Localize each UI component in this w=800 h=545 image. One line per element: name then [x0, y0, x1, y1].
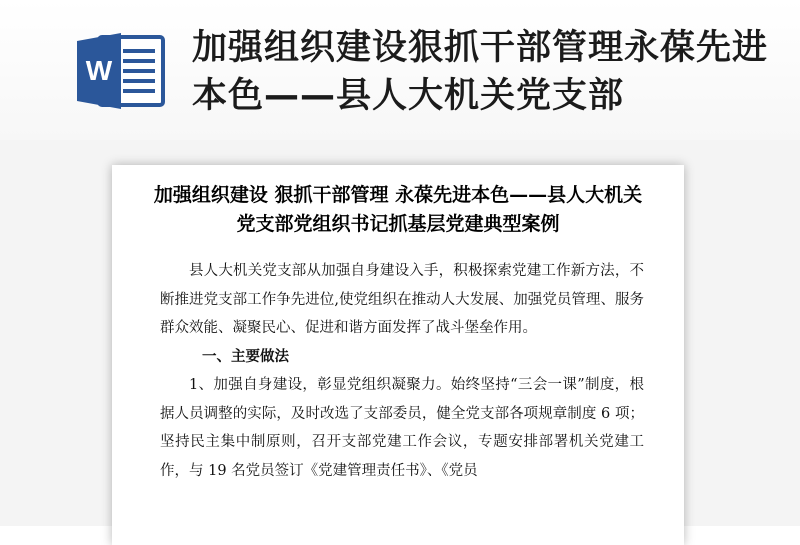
document-body	[160, 257, 644, 485]
section-paragraph: 1、加强自身建设，彰显党组织凝聚力。始终坚持“三会一课”制度，根据人员调整的实际，及时改选了支部委员，健全党支部各项规章制度 6 项；坚持民主集中制原则，召开支部党建工作会议，专题安排部署机关党建工作，与 19 名党员签订《党建管理责任书》、《党员	[160, 377, 644, 479]
svg-text:W: W	[85, 55, 113, 86]
section-heading: 一、主要做法	[202, 347, 290, 365]
word-document-icon	[75, 31, 167, 111]
header-banner	[0, 0, 800, 140]
document-title: 加强组织建设 狠抓干部管理 永葆先进本色——县人大机关党支部党组织书记抓基层党建典型案例	[153, 184, 643, 235]
intro-paragraph: 县人大机关党支部从加强自身建设入手，积极探索党建工作新方法，不断推进党支部工作争先进位,使党组织在推动人大发展、加强党员管理、服务群众效能、凝聚民心、促进和谐方面发挥了战斗堡垒作用。	[160, 263, 644, 336]
document-page	[112, 165, 684, 545]
page-title: 加强组织建设狠抓干部管理永葆先进本色——县人大机关党支部	[192, 28, 769, 116]
